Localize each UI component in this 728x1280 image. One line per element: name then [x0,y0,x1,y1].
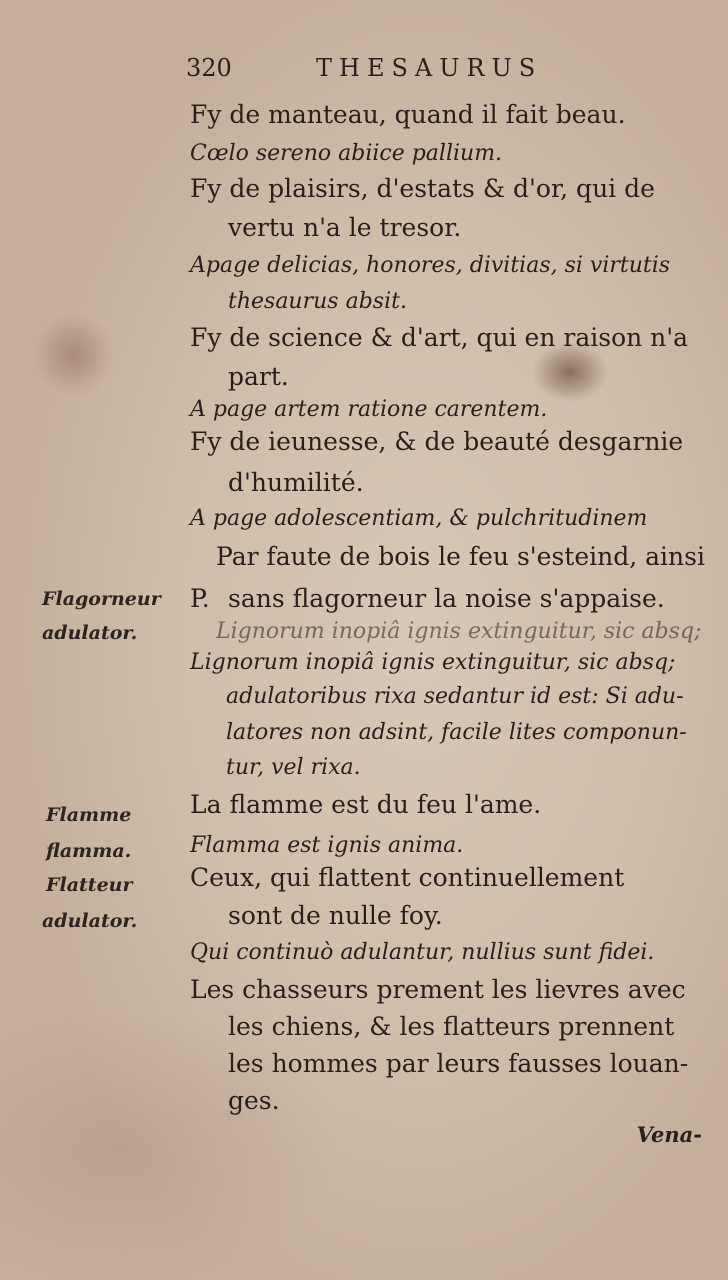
text-line: d'humilité. [228,468,364,497]
text-line: Fy de manteau, quand il fait beau. [190,100,626,129]
page-number: 320 [186,54,232,82]
latin-line: Flamma est ignis anima. [190,833,464,858]
text-line: Fy de science & d'art, qui en raison n'a [190,323,689,352]
latin-line: Apage delicias, honores, divitias, si virtutis [190,253,671,278]
latin-line: tur, vel rixa. [226,755,361,780]
catchword: Vena- [636,1122,702,1147]
text-line: Fy de plaisirs, d'estats & d'or, qui de [190,174,655,203]
margin-note: Flatteur [46,874,133,896]
text-line: P. [190,584,210,613]
text-line: Les chasseurs prement les lievres avec [190,975,686,1004]
latin-line: adulatoribus rixa sedantur id est: Si adu- [226,684,684,709]
text-line: La flamme est du feu l'ame. [190,790,542,819]
margin-note: Flagorneur [42,588,161,610]
running-head [0,54,728,84]
margin-note: flamma. [46,840,132,862]
text-line: Fy de ieunesse, & de beauté desgarnie [190,427,684,456]
latin-line: Lignorum inopiâ ignis extinguitur, sic absq; [216,619,702,644]
running-title: THESAURUS [316,54,543,82]
text-line: ges. [228,1086,280,1115]
text-line: Par faute de bois le feu s'esteind, ainsi [216,542,705,571]
text-line: les hommes par leurs fausses louan- [228,1049,689,1078]
latin-line: A page adolescentiam, & pulchritudinem [190,506,648,531]
latin-line: latores non adsint, facile lites componun- [226,720,687,745]
latin-line: Cœlo sereno abiice pallium. [190,141,503,166]
latin-line: Lignorum inopiâ ignis extinguitur, sic absq; [190,650,676,675]
text-line: sont de nulle foy. [228,901,443,930]
margin-note: Flamme [46,804,132,826]
latin-line: Qui continuò adulantur, nullius sunt fidei. [190,940,655,965]
latin-line: A page artem ratione carentem. [190,397,548,422]
text-line: Ceux, qui flattent continuellement [190,863,625,892]
text-line: les chiens, & les flatteurs prennent [228,1012,675,1041]
text-line: part. [228,362,289,391]
text-line: vertu n'a le tresor. [228,213,462,242]
margin-note: adulator. [42,622,138,644]
margin-note: adulator. [42,910,138,932]
latin-line: thesaurus absit. [228,289,407,314]
text-line: sans flagorneur la noise s'appaise. [228,584,665,613]
